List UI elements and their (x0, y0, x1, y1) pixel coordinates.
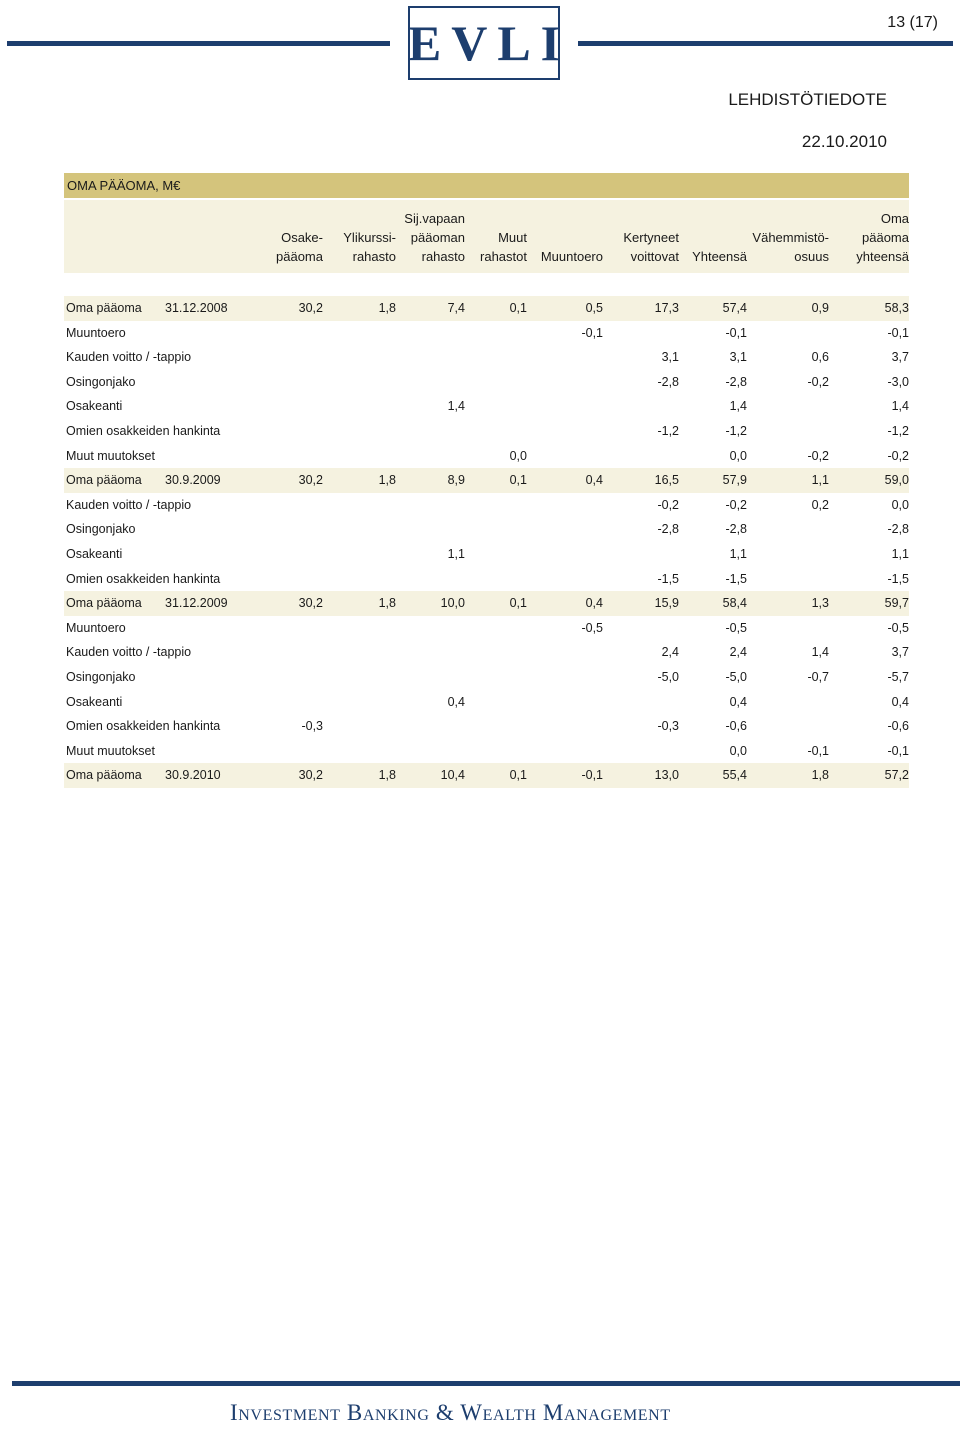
header-rule-right (578, 41, 953, 46)
table-cell: 0,1 (509, 768, 527, 783)
document-type: LEHDISTÖTIEDOTE (728, 90, 887, 109)
table-cell: 0,4 (585, 596, 603, 611)
table-cell: -0,5 (725, 620, 747, 635)
document-date: 22.10.2010 (801, 132, 887, 151)
table-cell: 57,9 (722, 473, 747, 488)
table-cell: 0,0 (891, 497, 909, 512)
balance-row (64, 763, 909, 788)
column-header: Ylikurssi- rahasto (343, 230, 396, 264)
table-cell: 1,8 (378, 473, 396, 488)
row-label: Muut muutokset (66, 448, 155, 463)
table-row (64, 616, 909, 641)
table-row (64, 640, 909, 665)
row-date: 30.9.2009 (165, 473, 221, 488)
table-cell: -0,2 (807, 448, 829, 463)
table-cell: -2,8 (725, 374, 747, 389)
row-label: Oma pääoma (66, 768, 142, 783)
row-label: Muuntoero (66, 325, 126, 340)
footer-rule (12, 1381, 960, 1386)
table-cell: 1,8 (378, 301, 396, 315)
table-row (64, 542, 909, 567)
table-cell: 1,4 (729, 399, 747, 414)
table-cell: 1,1 (729, 547, 747, 561)
table-cell: -1,2 (887, 424, 909, 438)
table-title: OMA PÄÄOMA, M€ (64, 173, 909, 198)
table-cell: 55,4 (722, 768, 747, 783)
footer-tagline: Investment Banking & Wealth Management (230, 1400, 671, 1425)
table-cell: -3,0 (887, 374, 909, 389)
table-cell: 0,2 (811, 497, 829, 512)
table-cell: -0,1 (807, 743, 829, 758)
table-cell: -1,2 (725, 424, 747, 438)
table-cell: 59,7 (884, 596, 909, 611)
table-cell: 1,4 (811, 645, 829, 660)
table-cell: 0,5 (585, 301, 603, 315)
row-label: Muuntoero (66, 620, 126, 635)
balance-row (64, 296, 909, 321)
table-cell: -0,2 (807, 374, 829, 389)
table-cell: -0,1 (887, 325, 909, 340)
table-cell: 2,4 (661, 645, 679, 660)
column-header: Sij.vapaan pääoman rahasto (404, 211, 465, 264)
table-cell: -0,1 (581, 768, 603, 783)
table-cell: -1,2 (657, 424, 679, 438)
table-row (64, 567, 909, 592)
row-label: Osakeanti (66, 547, 123, 561)
table-cell: -0,5 (887, 620, 909, 635)
table-cell: 10,4 (440, 768, 465, 783)
table-cell: 30,2 (298, 301, 323, 315)
table-cell: 0,1 (509, 301, 527, 315)
table-cell: 7,4 (447, 301, 465, 315)
table-row (64, 370, 909, 395)
row-label: Osingonjako (66, 374, 136, 389)
table-cell: 1,3 (811, 596, 829, 611)
table-cell: 0,1 (509, 473, 527, 488)
row-label: Oma pääoma (66, 301, 142, 315)
table-cell: -0,2 (725, 497, 747, 512)
table-row (64, 394, 909, 419)
table-cell: 3,7 (891, 350, 909, 365)
row-label: Osakeanti (66, 694, 123, 709)
table-cell: 59,0 (884, 473, 909, 488)
table-cell: 3,1 (661, 350, 679, 365)
table-cell: 16,5 (654, 473, 679, 488)
table-cell: 1,1 (447, 547, 465, 561)
column-headers (64, 200, 909, 273)
table-row (64, 714, 909, 739)
row-label: Kauden voitto / -tappio (66, 350, 192, 365)
row-label: Osingonjako (66, 670, 136, 684)
column-header: Oma pääoma yhteensä (856, 211, 909, 264)
table-cell: -0,6 (725, 719, 747, 734)
table-row (64, 321, 909, 346)
table-cell: 1,8 (378, 768, 396, 783)
table-cell: 1,4 (447, 399, 465, 414)
balance-row (64, 591, 909, 616)
table-row (64, 345, 909, 370)
row-label: Muut muutokset (66, 743, 155, 758)
balance-row (64, 468, 909, 493)
table-cell: 1,1 (811, 473, 829, 488)
column-header: Kertyneet voittovat (623, 230, 679, 264)
table-row (64, 739, 909, 764)
table-cell: 0,0 (509, 448, 527, 463)
table-cell: -1,5 (657, 571, 679, 586)
table-cell: -0,7 (807, 670, 829, 684)
row-date: 31.12.2009 (165, 596, 228, 611)
row-label: Oma pääoma (66, 596, 142, 611)
row-label: Osakeanti (66, 399, 123, 414)
table-cell: -2,8 (887, 522, 909, 537)
table-cell: 58,4 (722, 596, 747, 611)
table-cell: 3,1 (729, 350, 747, 365)
column-header: Osake- pääoma (276, 230, 323, 264)
row-date: 30.9.2010 (165, 768, 221, 783)
table-cell: -5,0 (657, 670, 679, 684)
table-cell: 0,9 (811, 301, 829, 315)
table-cell: -0,2 (657, 497, 679, 512)
table-cell: 30,2 (298, 768, 323, 783)
column-header: Yhteensä (692, 249, 747, 264)
table-cell: -0,1 (887, 743, 909, 758)
table-cell: -0,1 (581, 325, 603, 340)
table-cell: -1,5 (725, 571, 747, 586)
row-label: Kauden voitto / -tappio (66, 645, 192, 660)
table-cell: 0,1 (509, 596, 527, 611)
table-cell: 0,6 (811, 350, 829, 365)
table-cell: 57,4 (722, 301, 747, 315)
table-cell: 1,4 (891, 399, 909, 414)
column-header: Muuntoero (540, 249, 603, 264)
table-cell: 17,3 (654, 301, 679, 315)
table-cell: 2,4 (729, 645, 747, 660)
table-cell: 1,8 (378, 596, 396, 611)
row-label: Omien osakkeiden hankinta (66, 571, 221, 586)
table-cell: 30,2 (298, 596, 323, 611)
table-cell: 0,4 (891, 694, 909, 709)
table-cell: -0,2 (887, 448, 909, 463)
table-cell: -0,6 (887, 719, 909, 734)
table-cell: 0,0 (729, 743, 747, 758)
table-row (64, 444, 909, 469)
column-header: Vähemmistö- osuus (752, 230, 829, 264)
evli-logo (407, 6, 571, 80)
table-cell: 1,1 (891, 547, 909, 561)
table-cell: 0,4 (585, 473, 603, 488)
table-cell: -5,7 (887, 670, 909, 684)
table-cell: 30,2 (298, 473, 323, 488)
row-label: Osingonjako (66, 522, 136, 537)
table-cell: -2,8 (725, 522, 747, 537)
row-label: Kauden voitto / -tappio (66, 497, 192, 512)
table-cell: 0,4 (729, 694, 747, 709)
table-cell: 15,9 (654, 596, 679, 611)
table-row (64, 665, 909, 690)
row-date: 31.12.2008 (165, 301, 228, 315)
table-cell: -0,3 (657, 719, 679, 734)
row-label: Oma pääoma (66, 473, 142, 488)
column-header: Muut rahastot (480, 230, 527, 264)
table-cell: -5,0 (725, 670, 747, 684)
table-cell: 8,9 (447, 473, 465, 488)
table-cell: 13,0 (654, 768, 679, 783)
page-number: 13 (17) (887, 14, 938, 31)
row-label: Omien osakkeiden hankinta (66, 424, 221, 438)
table-cell: -2,8 (657, 374, 679, 389)
logo-text: EVLI (407, 15, 571, 71)
table-cell: 0,0 (729, 448, 747, 463)
table-cell: -0,3 (301, 719, 323, 734)
table-cell: 0,4 (447, 694, 465, 709)
table-row (64, 493, 909, 518)
table-row (64, 690, 909, 715)
table-cell: 10,0 (440, 596, 465, 611)
table-row (64, 517, 909, 542)
table-cell: 3,7 (891, 645, 909, 660)
table-cell: -2,8 (657, 522, 679, 537)
table-cell: -0,1 (725, 325, 747, 340)
table-row (64, 419, 909, 444)
table-cell: 58,3 (884, 301, 909, 315)
table-cell: 1,8 (811, 768, 829, 783)
table-cell: 57,2 (884, 768, 909, 783)
table-cell: -1,5 (887, 571, 909, 586)
header-rule-left (7, 41, 390, 46)
row-label: Omien osakkeiden hankinta (66, 719, 221, 734)
table-cell: -0,5 (581, 620, 603, 635)
